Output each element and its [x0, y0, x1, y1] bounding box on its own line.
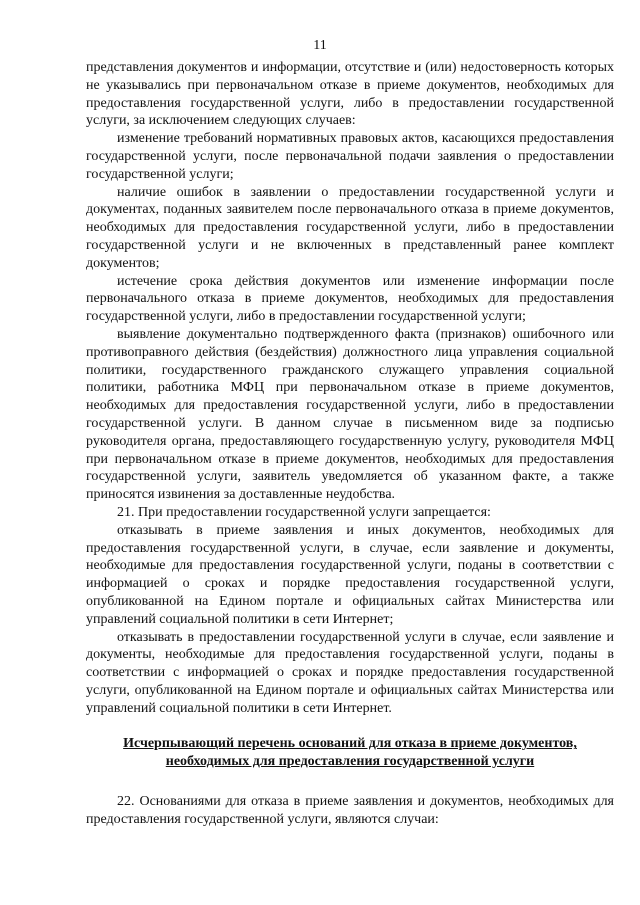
section-heading [86, 735, 614, 771]
paragraph: отказывать в предоставлении государственной услуги в случае, если заявление и документы, необходимые для предоставления государственной услуги, поданы в соответствии с информацией о сроках и порядке предоставления государственной услуги, опубликованной на Едином портале и официальных сайтах Министерства или управлений социальной политики в сети Интернет. [86, 629, 614, 716]
paragraph: выявление документально подтвержденного факта (признаков) ошибочного или противоправного действия (бездействия) должностного лица управления социальной политики, государственного гражданского служащего управления социальной политики, работника МФЦ при первоначальном отказе в приеме документов, необходимых для предоставления государственной услуги, либо в предоставлении государственной услуги. В данном случае в письменном виде за подписью руководителя органа, предоставляющего государственную услугу, руководителя МФЦ при первоначальном отказе в приеме документов, необходимых для предоставления государственной услуги, заявитель уведомляется об указанном факте, а также приносятся извинения за доставленные неудобства. [86, 326, 614, 503]
paragraph: изменение требований нормативных правовых актов, касающихся предоставления государственной услуги, после первоначальной подачи заявления о предоставлении государственной услуги; [86, 131, 614, 182]
paragraph: отказывать в приеме заявления и иных документов, необходимых для предоставления государственной услуги, в случае, если заявление и документы, необходимые для предоставления государственной услуги, поданы в соответствии с информацией о сроках и порядке предоставления государственной услуги, опубликованной на Едином портале и официальных сайтах Министерства или управлений социальной политики в сети Интернет; [86, 522, 614, 627]
paragraph: истечение срока действия документов или изменение информации после первоначального отказа в приеме документов, необходимых для предоставления государственной услуги, либо в предоставлении государственной услуги; [86, 273, 614, 325]
section-heading-line: необходимых для предоставления государственной услуги [165, 754, 535, 770]
paragraph: наличие ошибок в заявлении о предоставлении государственной услуги и документах, поданных заявителем после первоначального отказа в приеме документов, необходимых для предоставления государственной услуги, либо в предоставлении государственной услуги и не включенных в представленный ранее комплект документов; [86, 184, 614, 271]
paragraph-22: 22. Основаниями для отказа в приеме заявления и документов, необходимых для предоставления государственной услуги, являются случаи: [86, 794, 614, 827]
section-heading-line: Исчерпывающий перечень оснований для отказа в приеме документов, [123, 736, 577, 752]
paragraph-continuation: представления документов и информации, отсутствие и (или) недостоверность которых не указывались при первоначальном отказе в приеме документов, необходимых для предоставления государственной услуги, либо в предоставлении государственной услуги, за исключением следующих случаев: [86, 60, 614, 129]
paragraph-21: 21. При предоставлении государственной услуги запрещается: [117, 504, 491, 520]
page-number: 11 [313, 38, 327, 53]
document-body [86, 59, 614, 829]
